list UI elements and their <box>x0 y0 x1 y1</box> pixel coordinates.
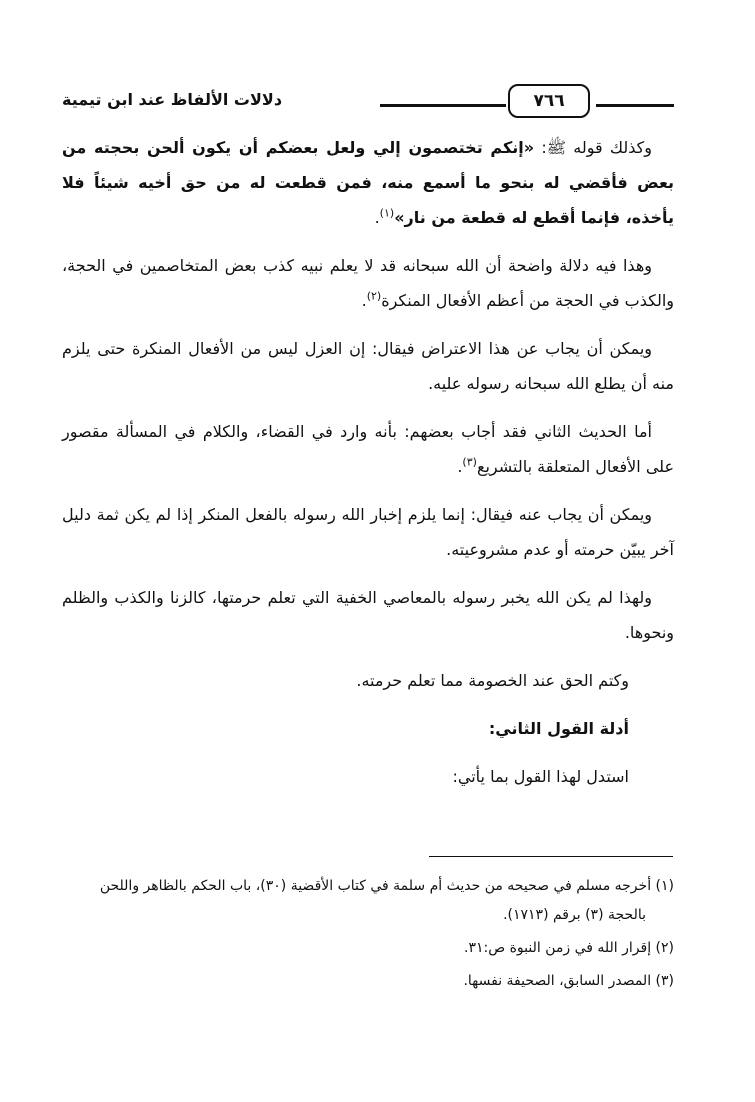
page-header <box>62 78 674 118</box>
paragraph-8-text: استدل لهذا القول بما يأتي: <box>452 767 629 786</box>
section-heading: أدلة القول الثاني: <box>488 719 629 738</box>
period: . <box>361 291 367 310</box>
footnote-ref-3[interactable]: (٣) <box>462 455 477 469</box>
paragraph-2-text: وهذا فيه دلالة واضحة أن الله سبحانه قد لا يعلم نبيه كذب بعض المتخاصمين في الحجة، والكذب في الحجة من أعظم الأفعال المنكرة <box>62 256 674 310</box>
footnote-2: (٢) إقرار الله في زمن النبوة ص:٣١. <box>463 940 674 956</box>
hadith-quote: «إنكم تختصمون إلي ولعل بعضكم أن يكون ألحن بحجته من بعض فأقضي له بنحو ما أسمع منه، فمن قطعت له من حق أخيه شيئاً فلا يأخذه، فإنما أقطع له قطعة من نار» <box>62 138 674 227</box>
main-text <box>62 130 674 807</box>
hadith-intro: وكذلك قوله ﷺ: <box>534 138 652 157</box>
footnotes <box>62 872 674 1000</box>
footnote-1-line-2: بالحجة (٣) برقم (١٧١٣). <box>503 907 646 923</box>
paragraph-4 <box>62 414 674 484</box>
paragraph-4-text: أما الحديث الثاني فقد أجاب بعضهم: بأنه وارد في القضاء، والكلام في المسألة مقصور على الأفعال المتعلقة بالتشريع <box>62 422 674 476</box>
paragraph-3 <box>62 331 674 401</box>
paragraph-8 <box>62 759 674 794</box>
footnote-ref-2[interactable]: (٢) <box>366 289 382 303</box>
footnote-3: (٣) المصدر السابق، الصحيفة نفسها. <box>463 973 674 989</box>
header-rule-right <box>596 104 674 107</box>
footnote-1-line-1: (١) أخرجه مسلم في صحيحه من حديث أم سلمة في كتاب الأقضية (٣٠)، باب الحكم بالظاهر واللحن <box>99 878 674 894</box>
paragraph-7-text: وكتم الحق عند الخصومة مما تعلم حرمته. <box>356 671 629 690</box>
paragraph-7 <box>62 663 674 698</box>
paragraph-5 <box>62 497 674 567</box>
header-rule-middle <box>380 104 506 107</box>
paragraph-5-text: ويمكن أن يجاب عنه فيقال: إنما يلزم إخبار الله رسوله بالفعل المنكر إذا لم يكن ثمة دليل آخر يبيّن حرمته أو عدم مشروعيته. <box>62 505 674 559</box>
period: . <box>374 208 380 227</box>
page-number: ٧٦٦ <box>508 84 590 118</box>
footnote-ref-1[interactable]: (١) <box>379 206 395 220</box>
paragraph-3-text: ويمكن أن يجاب عن هذا الاعتراض فيقال: إن العزل ليس من الأفعال المنكرة حتى يلزم منه أن يطلع الله سبحانه رسوله عليه. <box>62 339 674 393</box>
paragraph-2 <box>62 248 674 318</box>
footnote-1 <box>62 872 674 930</box>
period: . <box>457 457 463 476</box>
running-title: دلالات الألفاظ عند ابن تيمية <box>62 90 283 109</box>
paragraph-6 <box>62 580 674 650</box>
paragraph-hadith <box>62 130 674 235</box>
paragraph-6-text: ولهذا لم يكن الله يخبر رسوله بالمعاصي الخفية التي تعلم حرمتها، كالزنا والكذب والظلم ونحوها. <box>62 588 674 642</box>
footnote-divider <box>429 856 673 857</box>
